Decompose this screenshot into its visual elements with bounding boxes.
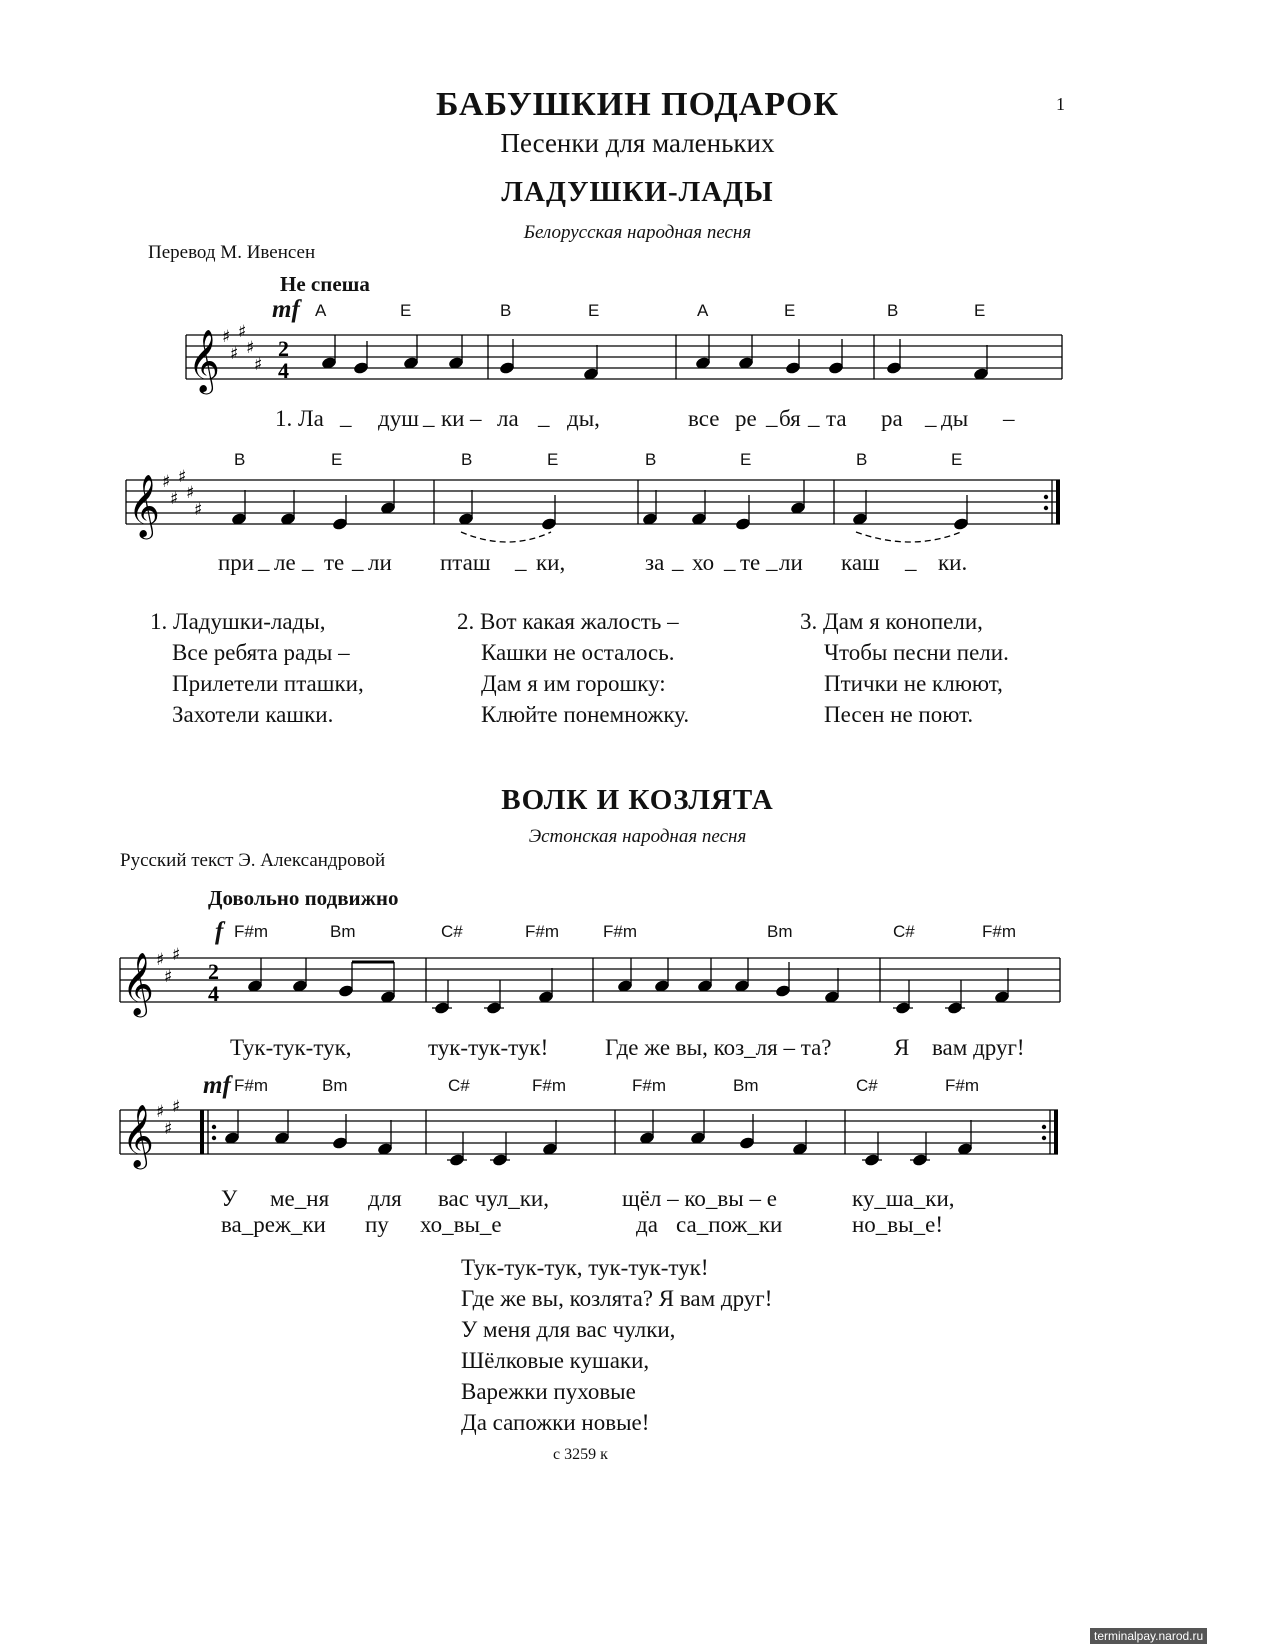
lyric-syllable: ре <box>735 406 757 431</box>
footer-code: с 3259 к <box>553 1446 608 1463</box>
verse-line: У меня для вас чулки, <box>461 1317 676 1342</box>
verse-block <box>457 606 689 730</box>
chord: F#m <box>603 922 637 941</box>
svg-text:♯: ♯ <box>222 327 231 347</box>
verse-line: Дам я им горошку: <box>481 671 666 696</box>
lyric-syllable: бя <box>779 406 801 431</box>
verse-line: 2. Вот какая жалость – <box>457 609 679 634</box>
note-group <box>247 958 1011 1015</box>
verse-line: Шёлковые кушаки, <box>461 1348 650 1373</box>
chord: E <box>740 450 752 469</box>
lyric-syllable: 1. Ла <box>275 406 324 431</box>
lyric-hyphen: _ <box>766 404 778 429</box>
chord: C# <box>856 1076 878 1095</box>
chord: B <box>500 301 512 320</box>
lyric-phrase: Тук-тук-тук, <box>230 1035 352 1060</box>
chord: E <box>588 301 600 320</box>
lyric-syllable: при <box>218 550 255 575</box>
verse-line: Птички не клюют, <box>824 671 1003 696</box>
note-group <box>321 335 990 381</box>
lyric-hyphen: _ <box>925 404 937 429</box>
lyric-syllable: ла <box>497 406 519 431</box>
verse-line: 1. Ладушки-лады, <box>150 609 326 634</box>
svg-text:♯: ♯ <box>156 1102 165 1122</box>
lyric-syllable: все <box>688 406 720 431</box>
verse-block <box>461 1252 772 1438</box>
song1-origin: Белорусская народная песня <box>523 222 752 243</box>
treble-clef-icon: 𝄞 <box>128 474 160 537</box>
svg-text:♯: ♯ <box>194 500 203 520</box>
chord: Bm <box>322 1076 348 1095</box>
page-subtitle: Песенки для маленьких <box>500 128 775 158</box>
svg-text:♯: ♯ <box>230 344 239 364</box>
chord: F#m <box>945 1076 979 1095</box>
lyric-syllable: ле <box>274 550 296 575</box>
lyric-phrase: да <box>636 1212 658 1237</box>
svg-text:♯: ♯ <box>186 483 195 503</box>
lyric-hyphen: _ <box>302 548 314 573</box>
chord: E <box>974 301 986 320</box>
chord: C# <box>893 922 915 941</box>
treble-clef-icon: 𝄞 <box>188 329 220 392</box>
verse-line: Все ребята рады – <box>172 640 350 665</box>
verse-line: 3. Дам я конопели, <box>800 609 983 634</box>
lyric-phrase: ме_ня <box>270 1186 330 1211</box>
svg-text:♯: ♯ <box>172 945 181 965</box>
lyric-syllable: ли <box>779 550 803 575</box>
lyric-phrase: пу <box>365 1212 389 1237</box>
lyric-syllable: ки. <box>938 550 968 575</box>
verse-line: Варежки пуховые <box>461 1379 636 1404</box>
lyric-syllable: ли <box>368 550 392 575</box>
lyric-syllable: та <box>826 406 847 431</box>
lyric-hyphen: _ <box>258 548 270 573</box>
chord: C# <box>441 922 463 941</box>
lyric-phrase: Я <box>894 1035 910 1060</box>
song2-title: ВОЛК И КОЗЛЯТА <box>501 784 774 816</box>
lyric-phrase: вас чул_ки, <box>438 1186 549 1211</box>
chord: Bm <box>330 922 356 941</box>
lyric-phrase: Где же вы, коз_ля – та? <box>605 1035 832 1060</box>
song2-tempo: Довольно подвижно <box>208 886 399 910</box>
lyric-hyphen: _ <box>423 404 435 429</box>
verse-line: Клюйте понемножку. <box>481 702 690 727</box>
lyric-phrase: са_пож_ки <box>676 1212 783 1237</box>
note-group <box>231 480 970 542</box>
song2-credit: Русский текст Э. Александровой <box>120 850 386 871</box>
time-signature-top: 2 <box>278 336 289 361</box>
chord: E <box>784 301 796 320</box>
lyric-phrase: хо_вы_е <box>420 1212 502 1237</box>
note-group <box>224 1110 974 1167</box>
verse-block <box>800 606 1009 730</box>
verse-line: Да сапожки новые! <box>461 1410 650 1435</box>
chord: A <box>315 301 327 320</box>
chord: F#m <box>234 922 268 941</box>
lyric-hyphen: _ <box>515 548 527 573</box>
lyric-phrase: ку_ша_ки, <box>852 1186 955 1211</box>
lyric-hyphen: _ <box>538 404 550 429</box>
svg-text:♯: ♯ <box>156 950 165 970</box>
svg-text:♯: ♯ <box>246 338 255 358</box>
chord: Bm <box>767 922 793 941</box>
lyric-hyphen: _ <box>724 548 736 573</box>
svg-text:♯: ♯ <box>178 467 187 487</box>
lyric-hyphen: _ <box>672 548 684 573</box>
lyric-hyphen: _ <box>808 404 820 429</box>
song1-dynamic: mf <box>272 296 300 323</box>
chord: E <box>951 450 963 469</box>
watermark: terminalpay.narod.ru <box>1090 1628 1207 1644</box>
lyric-hyphen: _ <box>905 548 917 573</box>
staff-song1-line1 <box>186 322 1066 395</box>
svg-text:♯: ♯ <box>238 322 247 342</box>
lyric-phrase: ва_реж_ки <box>221 1212 326 1237</box>
chord: E <box>400 301 412 320</box>
svg-text:♯: ♯ <box>172 1097 181 1117</box>
song1-title: ЛАДУШКИ-ЛАДЫ <box>501 176 774 208</box>
lyric-phrase: вам друг! <box>932 1035 1025 1060</box>
lyric-phrase: щёл – ко_вы – е <box>622 1186 777 1211</box>
lyric-hyphen: _ <box>766 548 778 573</box>
song1-tempo: Не спеша <box>280 272 370 296</box>
song1-credit: Перевод М. Ивенсен <box>148 242 316 263</box>
song2-dynamic2: mf <box>203 1072 231 1099</box>
chord: F#m <box>632 1076 666 1095</box>
lyric-phrase: тук-тук-тук! <box>428 1035 549 1060</box>
verse-line: Прилетели пташки, <box>172 671 364 696</box>
time-signature-top: 2 <box>208 959 219 984</box>
page-title: БАБУШКИН ПОДАРОК <box>435 86 839 123</box>
treble-clef-icon: 𝄞 <box>122 1104 154 1167</box>
verse-line: Кашки не осталось. <box>481 640 675 665</box>
svg-text:♯: ♯ <box>170 489 179 509</box>
lyric-dash: – <box>470 406 482 431</box>
lyric-syllable: пташ <box>440 550 491 575</box>
chord: F#m <box>234 1076 268 1095</box>
lyric-syllable: ра <box>881 406 903 431</box>
lyric-syllable: ки, <box>536 550 566 575</box>
chord: B <box>234 450 246 469</box>
lyric-phrase: У <box>221 1186 238 1211</box>
lyric-syllable: те <box>324 550 345 575</box>
verse-line: Захотели кашки. <box>172 702 334 727</box>
staff-song2-line1 <box>120 945 1065 1028</box>
verse-line: Где же вы, козлята? Я вам друг! <box>461 1286 773 1311</box>
chord: E <box>331 450 343 469</box>
chord: F#m <box>982 922 1016 941</box>
chord: B <box>887 301 899 320</box>
svg-text:♯: ♯ <box>254 355 263 375</box>
lyric-syllable: душ <box>378 406 419 431</box>
lyric-syllable: ды, <box>567 406 600 431</box>
lyric-phrase: но_вы_е! <box>852 1212 943 1237</box>
verse-line: Песен не поют. <box>824 702 974 727</box>
lyric-hyphen: _ <box>352 548 364 573</box>
lyric-syllable: хо <box>692 550 715 575</box>
lyric-syllable: ды <box>941 406 969 431</box>
lyric-syllable: каш <box>841 550 880 575</box>
lyric-syllable: ки <box>441 406 465 431</box>
chord: Bm <box>733 1076 759 1095</box>
lyric-phrase: для <box>368 1186 402 1211</box>
chord: B <box>856 450 868 469</box>
chord: F#m <box>532 1076 566 1095</box>
verse-block <box>150 606 364 730</box>
song2-origin: Эстонская народная песня <box>528 826 747 847</box>
svg-text:♯: ♯ <box>164 967 173 987</box>
song2-dynamic: f <box>215 918 224 945</box>
time-signature-bottom: 4 <box>278 358 289 383</box>
svg-text:♯: ♯ <box>162 472 171 492</box>
chord: F#m <box>525 922 559 941</box>
time-signature-bottom: 4 <box>208 981 219 1006</box>
chord: A <box>697 301 709 320</box>
lyric-hyphen: _ <box>340 404 352 429</box>
staff-song2-line2 <box>120 1097 1065 1180</box>
chord: E <box>547 450 559 469</box>
verse-line: Тук-тук-тук, тук-тук-тук! <box>461 1255 709 1280</box>
chord: C# <box>448 1076 470 1095</box>
lyric-syllable: те <box>740 550 761 575</box>
lyric-dash: – <box>1003 406 1015 431</box>
page-number: 1 <box>1056 94 1065 114</box>
chord: B <box>461 450 473 469</box>
svg-text:♯: ♯ <box>164 1119 173 1139</box>
chord: B <box>645 450 657 469</box>
staff-song1-line2 <box>126 467 1066 550</box>
treble-clef-icon: 𝄞 <box>122 952 154 1015</box>
verse-line: Чтобы песни пели. <box>824 640 1009 665</box>
lyric-syllable: за <box>645 550 665 575</box>
